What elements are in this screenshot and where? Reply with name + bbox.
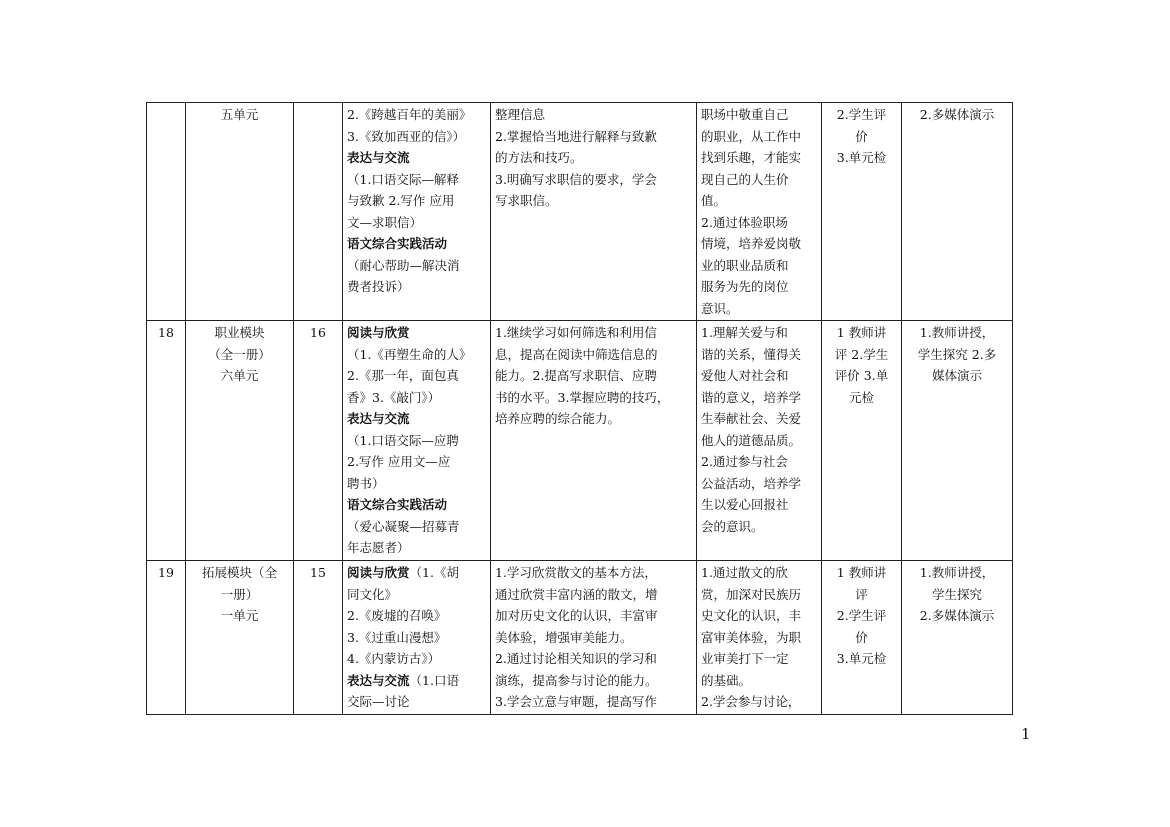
quality-cell (697, 103, 822, 321)
goals-line: 演练，提高参与讨论的能力。 (495, 672, 658, 688)
eval-line: 2.学生评 (836, 608, 887, 623)
quality-line: 会的意识。 (701, 518, 764, 534)
content-line: 语文综合实践活动 (347, 236, 448, 251)
module-cell (186, 561, 294, 715)
quality-line: 的职业，从工作中 (701, 128, 802, 144)
quality-line: 服务为先的岗位 (701, 279, 789, 294)
content-line: 表达与交流 (347, 150, 410, 165)
goals-line: 整理信息 (495, 107, 546, 122)
quality-line: 1.通过散文的欣 (701, 565, 788, 580)
eval-line: 元检 (848, 389, 874, 405)
hours: 16 (310, 325, 326, 340)
goals-cell (491, 321, 697, 561)
method-line: 学生探究 2.多 (917, 346, 997, 362)
eval-line: 1 教师讲 (836, 325, 887, 340)
quality-line: 现自己的人生价 (701, 171, 789, 187)
content-line: 费者投诉） (347, 279, 410, 294)
quality-line: 值。 (701, 193, 727, 208)
quality-cell (697, 321, 822, 561)
goals-line: 息，提高在阅读中筛选信息的 (495, 346, 658, 362)
quality-line: 生以爱心回报社 (701, 497, 789, 512)
content-line: 2.写作 应用文—应 (347, 454, 451, 469)
quality-line: 情境，培养爱岗敬 (701, 236, 802, 251)
evaluation-cell (822, 103, 902, 321)
eval-line: 3.单元检 (836, 150, 887, 165)
goals-line: 通过欣赏丰富内涵的散文，增 (495, 586, 658, 602)
quality-line: 职场中敬重自己 (701, 107, 789, 122)
row-number-cell (147, 561, 186, 715)
content-line: 交际—讨论 (347, 694, 410, 709)
content-cell (343, 321, 491, 561)
quality-line: 爱他人对社会和 (701, 368, 789, 383)
table-body (147, 103, 1013, 715)
content-line: 3.《致加西亚的信》） (347, 128, 466, 144)
row-number-cell (147, 103, 186, 321)
content-line: （1.《再塑生命的人》 (347, 346, 472, 362)
method-cell (902, 321, 1013, 561)
content-cell (343, 103, 491, 321)
goals-line: 1.学习欣赏散文的基本方法， (495, 565, 657, 580)
quality-line: 他人的道德品质。 (701, 432, 802, 448)
hours: 15 (310, 565, 326, 580)
teaching-plan-table (146, 102, 1013, 715)
eval-line: 价 (855, 629, 868, 645)
content-line: 同文化》 (347, 586, 398, 602)
table-row (147, 321, 1013, 561)
method-cell (902, 103, 1013, 321)
evaluation-cell (822, 561, 902, 715)
page-number: 1 (1021, 725, 1031, 743)
goals-line: 3.学会立意与审题，提高写作 (495, 694, 657, 709)
goals-line: 培养应聘的综合能力。 (495, 411, 621, 426)
quality-line: 富审美体验，为职 (701, 629, 802, 645)
quality-line: 业的职业品质和 (701, 257, 789, 273)
content-line: 表达与交流（1.口语 (347, 672, 459, 688)
content-line: 2.《废墟的召唤》 (347, 608, 447, 623)
eval-line: 评 (855, 586, 868, 602)
quality-line: 2.学会参与讨论， (701, 694, 801, 709)
content-line: （爱心凝聚—招募青 (347, 518, 460, 534)
table-row (147, 103, 1013, 321)
module-line: 一册） (220, 586, 259, 602)
quality-line: 赏，加深对民族历 (701, 586, 802, 602)
content-cell (343, 561, 491, 715)
eval-line: 价 (855, 128, 868, 144)
goals-line: 2.通过讨论相关知识的学习和 (495, 651, 657, 666)
module-line: 职业模块 (214, 325, 265, 340)
quality-line: 意识。 (701, 300, 739, 316)
module-line: 六单元 (220, 368, 259, 383)
content-line: 阅读与欣赏（1.《胡 (347, 565, 459, 580)
goals-line: 3.明确写求职信的要求，学会 (495, 171, 657, 187)
content-line: 与致歉 2.写作 应用 (347, 193, 455, 208)
goals-line: 能力。2.提高写求职信、应聘 (495, 368, 657, 383)
hours-cell (294, 561, 343, 715)
hours-cell (294, 321, 343, 561)
goals-cell (491, 561, 697, 715)
goals-cell (491, 103, 697, 321)
table-row (147, 561, 1013, 715)
content-line: 2.《跨越百年的美丽》 (347, 107, 472, 122)
quality-line: 史文化的认识，丰 (701, 608, 802, 623)
content-line: 阅读与欣赏 (347, 325, 410, 340)
content-line: 香》3.《敲门》） (347, 389, 441, 405)
module-line: 五单元 (220, 107, 259, 122)
goals-line: 1.继续学习如何筛选和利用信 (495, 325, 657, 340)
method-line: 2.多媒体演示 (919, 107, 995, 122)
quality-line: 2.通过参与社会 (701, 454, 788, 469)
eval-line: 评价 3.单 (834, 368, 889, 383)
goals-line: 加对历史文化的认识，丰富审 (495, 608, 658, 623)
quality-line: 谐的意义，培养学 (701, 389, 802, 405)
content-line: 文—求职信） (347, 214, 423, 230)
quality-line: 公益活动，培养学 (701, 475, 802, 491)
module-cell (186, 103, 294, 321)
content-line: （1.口语交际—应聘 (347, 432, 459, 448)
content-line: 聘书） (347, 475, 385, 491)
goals-line: 2.掌握恰当地进行解释与致歉 (495, 128, 657, 144)
quality-cell (697, 561, 822, 715)
method-line: 1.教师讲授， (919, 325, 995, 340)
content-line: 3.《过重山漫想》 (347, 629, 447, 645)
goals-line: 写求职信。 (495, 193, 558, 208)
method-line: 学生探究 (931, 586, 982, 602)
method-line: 2.多媒体演示 (919, 608, 995, 623)
row-number: 19 (158, 565, 174, 580)
content-line: 4.《内蒙访古》） (347, 651, 441, 666)
evaluation-cell (822, 321, 902, 561)
quality-line: 2.通过体验职场 (701, 214, 788, 230)
quality-line: 谐的关系，懂得关 (701, 346, 802, 362)
eval-line: 3.单元检 (836, 651, 887, 666)
module-line: 一单元 (220, 608, 259, 623)
quality-line: 业审美打下一定 (701, 651, 789, 666)
quality-line: 的基础。 (701, 672, 752, 688)
eval-line: 评 2.学生 (834, 346, 889, 362)
goals-line: 的方法和技巧。 (495, 150, 583, 165)
content-line: （耐心帮助—解决消 (347, 257, 460, 273)
quality-line: 1.理解关爱与和 (701, 325, 788, 340)
hours-cell (294, 103, 343, 321)
content-line: 2.《那一年，面包真 (347, 368, 459, 383)
module-cell (186, 321, 294, 561)
row-number-cell (147, 321, 186, 561)
module-line: （全一册） (208, 346, 271, 362)
content-line: 语文综合实践活动 (347, 497, 448, 512)
module-line: 拓展模块（全 (201, 565, 277, 580)
row-number: 18 (158, 325, 174, 340)
goals-line: 书的水平。3.掌握应聘的技巧， (495, 389, 670, 405)
content-line: 表达与交流 (347, 411, 410, 426)
method-line: 1.教师讲授， (919, 565, 995, 580)
goals-line: 美体验，增强审美能力。 (495, 629, 633, 645)
quality-line: 找到乐趣，才能实 (701, 150, 802, 165)
method-cell (902, 561, 1013, 715)
content-line: 年志愿者） (347, 540, 410, 555)
content-line: （1.口语交际—解释 (347, 171, 459, 187)
quality-line: 生奉献社会、关爱 (701, 411, 802, 426)
eval-line: 1 教师讲 (836, 565, 887, 580)
method-line: 媒体演示 (931, 368, 982, 383)
eval-line: 2.学生评 (836, 107, 887, 122)
